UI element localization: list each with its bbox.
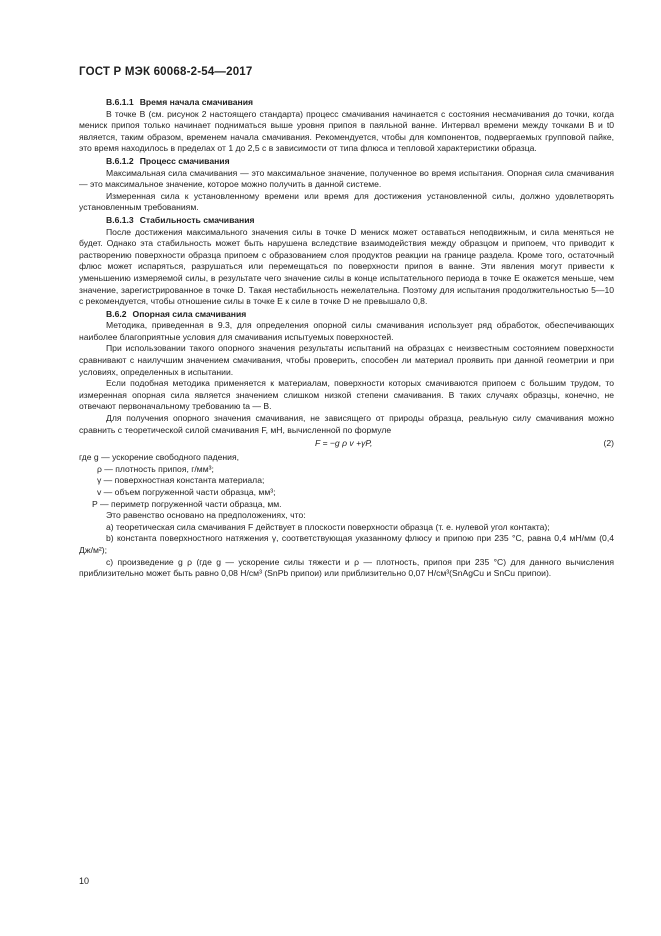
- paragraph: Максимальная сила смачивания — это максимальное значение, полученное во время испытания. Опорная сила смачивания — это максимальное значение, которое можно получить в данной системе.: [79, 167, 614, 190]
- paragraph: При использовании такого опорного значения результаты испытаний на образцах с неизвестным состоянием поверхности сравнивают с наилучшим значением смачивания, чтобы проверить, способен ли материал проявить при данной геометрии и при условиях, определенных в испытании.: [79, 343, 614, 377]
- formula-expression: F = −g ρ v +γP,: [315, 438, 373, 449]
- paragraph: Методика, приведенная в 9.3, для определения опорной силы смачивания использует ряд обработок, обеспечивающих наиболее благоприятные условия для смачивания испытуемых поверхностей.: [79, 320, 614, 342]
- assumption-c: c) произведение g ρ (где g — ускорение силы тяжести и ρ — плотность, припоя при 235 °С) для данного вычисления приблизительно может быть равно 0,08 Н/см³ (SnPb припои) или приблизительно 0,07 Н/см³(SnAgCu и SnCu припои).: [79, 556, 614, 579]
- definition-p: P — периметр погруженной части образца, мм.: [92, 498, 282, 509]
- document-body: [79, 96, 614, 580]
- section-number: В.6.1.2: [106, 155, 134, 166]
- section-number: В.6.1.3: [106, 214, 134, 225]
- paragraph: Если подобная методика применяется к материалам, поверхности которых смачиваются припоем с большим трудом, то измеренная опорная сила является значением слишком низкой степени смачивания. В таких случаях образцы, конечно, не отвечают первоначальному требованию ta — B.: [79, 378, 614, 412]
- section-title: Стабильность смачивания: [139, 214, 255, 225]
- formula-number: (2): [603, 438, 614, 449]
- variable-definitions: [79, 452, 614, 510]
- paragraph: После достижения максимального значения силы в точке D мениск может оставаться неподвижным, и сила меняться не будет. Однако эта стабильность может быть нарушена вследствие взаимодействия между образцом и припоем, что приводит к растворению поверхности образца припоем с образованием слоя продуктов реакции на границе раздела. Кроме того, остаточный флюс может испаряться, разрушаться или перемещаться по поверхности припоя в ванне. Эти явления могут привести к уменьшению измеряемой силы, в результате чего значение силы в конце испытательного периода в точке E окажется меньше, чем значение, зарегистрированное в точке D. Такая нестабильность нежелательна. Поэтому для испытания продолжительностью 5—10 с рекомендуется, чтобы отношение силы в точке E к силе в точке D не превышало 0,8.: [79, 226, 614, 307]
- paragraph: Измеренная сила к установленному времени или время для достижения установленной силы, должно удовлетворять установленным требованиям.: [79, 190, 614, 213]
- section-title: Время начала смачивания: [139, 97, 254, 107]
- paragraph: Для получения опорного значения смачивания, не зависящего от природы образца, реальную силу смачивания можно сравнить с теоретической силой смачивания F, мН, вычисленной по формуле: [79, 413, 614, 435]
- section-heading: [79, 215, 614, 227]
- assumption-a: а) теоретическая сила смачивания F действует в плоскости поверхности образца (т. е. нулевой угол контакта);: [106, 521, 550, 532]
- definition-g: где g — ускорение свободного падения,: [79, 452, 240, 463]
- section-number: В.6.1.1: [106, 97, 134, 107]
- paragraph: В точке B (см. рисунок 2 настоящего стандарта) процесс смачивания начинается с состояния несмачивания до точки, когда мениск припоя только начинает подниматься выше уровня припоя в паяльной ванне. Интервал времени между точками B и t0 является, таким образом, временем начала смачивания. Рекомендуется, чтобы для компонентов, подвергаемых групповой пайке, это время находилось в пределах от 1 до 2,5 с в зависимости от типа флюса и тепловой характеристики образца.: [79, 108, 614, 154]
- section-heading: [79, 97, 614, 109]
- definition-v: v — объем погруженной части образца, мм³;: [97, 487, 276, 497]
- section-heading: [79, 156, 614, 168]
- section-title: Опорная сила смачивания: [132, 308, 247, 319]
- section-title: Процесс смачивания: [139, 155, 230, 166]
- page-header: ГОСТ Р МЭК 60068-2-54—2017: [79, 66, 253, 78]
- section-heading: [79, 309, 614, 321]
- formula: [79, 438, 614, 452]
- page-number: 10: [79, 876, 90, 886]
- definition-rho: ρ — плотность припоя, г/мм³;: [97, 463, 214, 474]
- assumption-b: b) константа поверхностного натяжения γ, соответствующая указанному флюсу и припою при 235 °С, равна 0,4 мН/мм (0,4 Дж/м²);: [79, 533, 614, 555]
- assumptions-intro: Это равенство основано на предположениях, что:: [106, 510, 306, 521]
- definition-gamma: γ — поверхностная константа материала;: [97, 475, 265, 486]
- section-number: В.6.2: [106, 308, 127, 319]
